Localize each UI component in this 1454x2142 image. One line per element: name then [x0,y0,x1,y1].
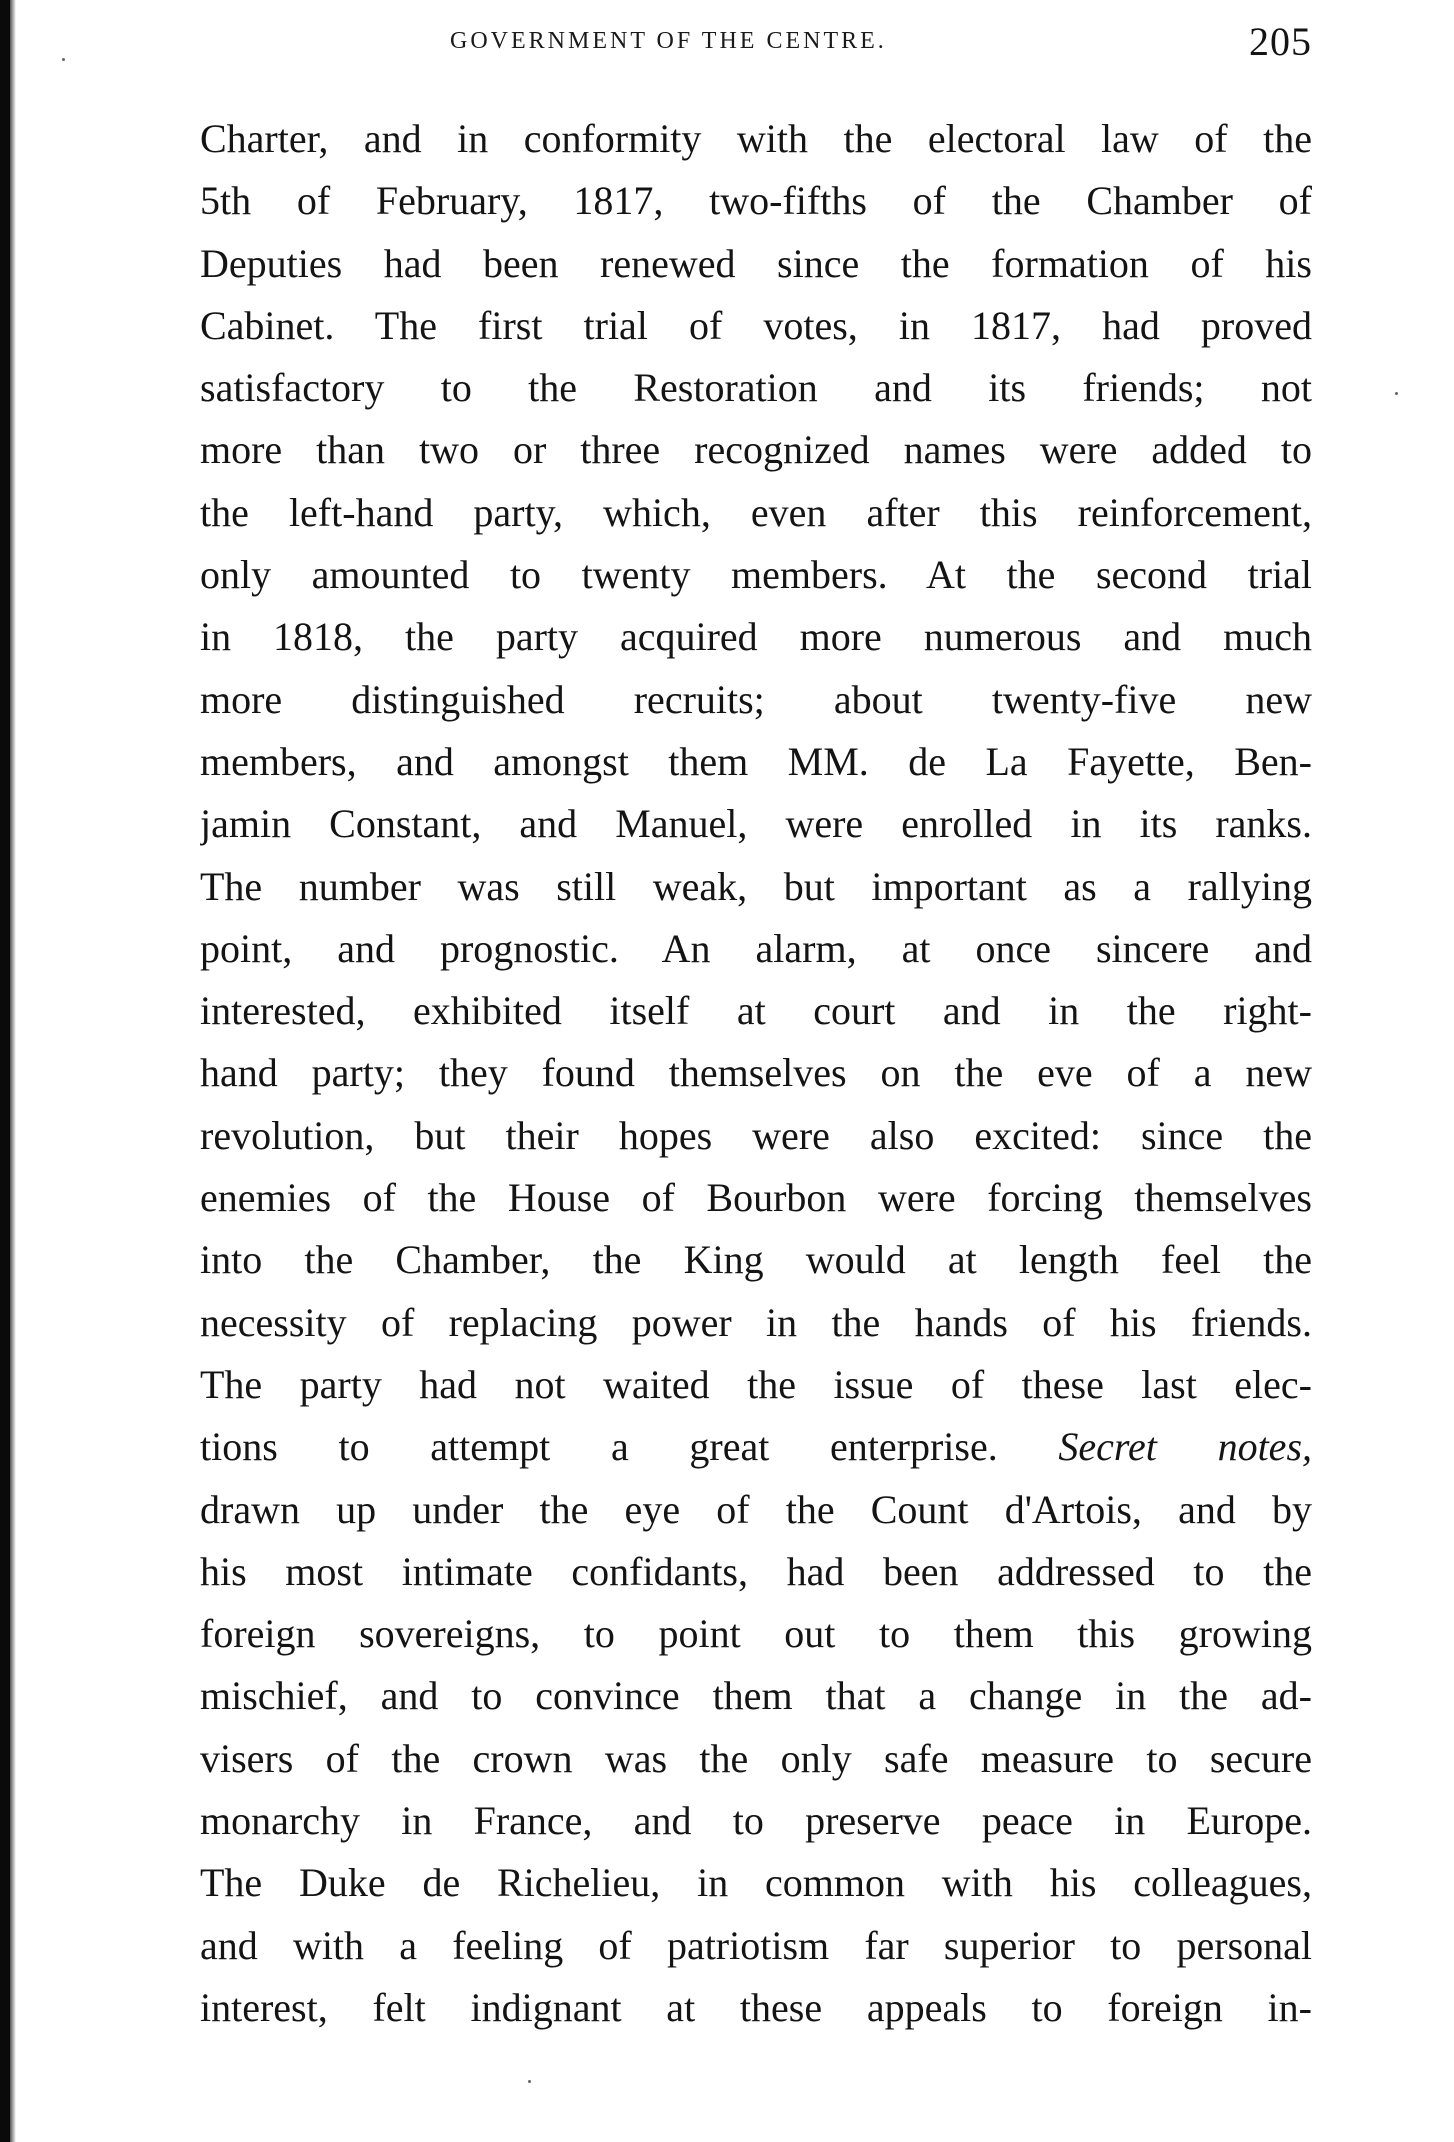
text-line: interested, exhibited itself at court and in the right- [200,988,1312,1034]
binding-shadow [10,0,16,2142]
text-line: satisfactory to the Restoration and its friends; not [200,365,1312,411]
running-head-title: GOVERNMENT OF THE CENTRE. [450,28,887,54]
body-text [200,108,1312,2039]
text-line: The party had not waited the issue of these last elec- [200,1361,1312,1407]
text-line: revolution, but their hopes were also excited: since the [200,1112,1312,1158]
text-line: point, and prognostic. An alarm, at once sincere and [200,925,1312,971]
text-line: monarchy in France, and to preserve peace in Europe. [200,1798,1312,1844]
text-line: mischief, and to convince them that a change in the ad- [200,1673,1312,1719]
paper-speck [1395,392,1398,395]
running-head [200,18,1312,68]
text-line: hand party; they found themselves on the eve of a new [200,1050,1312,1096]
text-line: visers of the crown was the only safe measure to secure [200,1735,1312,1781]
text-line: The Duke de Richelieu, in common with his colleagues, [200,1860,1312,1906]
book-binding-edge [0,0,10,2142]
text-line: 5th of February, 1817, two-fifths of the Chamber of [200,178,1312,224]
text-line: enemies of the House of Bourbon were forcing themselves [200,1175,1312,1221]
text-roman: tions to attempt a great enterprise. [200,1424,998,1470]
text-line: and with a feeling of patriotism far superior to personal [200,1922,1312,1968]
text-line: drawn up under the eye of the Count d'Artois, and by [200,1486,1312,1532]
text-line-with-italic [200,1416,1312,1478]
text-line: interest, felt indignant at these appeals to foreign in- [200,1984,1312,2030]
text-line: in 1818, the party acquired more numerous and much [200,614,1312,660]
text-line: Cabinet. The first trial of votes, in 1817, had proved [200,302,1312,348]
text-line: the left-hand party, which, even after this reinforcement, [200,489,1312,535]
text-line: only amounted to twenty members. At the second trial [200,552,1312,598]
page-number: 205 [1249,19,1312,64]
text-line: necessity of replacing power in the hands of his friends. [200,1299,1312,1345]
text-line: more than two or three recognized names were added to [200,427,1312,473]
text-line: more distinguished recruits; about twenty-five new [200,676,1312,722]
text-line: his most intimate confidants, had been addressed to the [200,1548,1312,1594]
paper-speck [62,58,65,61]
text-line: foreign sovereigns, to point out to them this growing [200,1611,1312,1657]
paper-speck [528,2080,531,2083]
text-line: The number was still weak, but important as a rallying [200,863,1312,909]
text-line: members, and amongst them MM. de La Fayette, Ben- [200,738,1312,784]
text-line: Charter, and in conformity with the electoral law of the [200,116,1312,161]
text-line: into the Chamber, the King would at length feel the [200,1237,1312,1283]
text-line: Deputies had been renewed since the formation of his [200,240,1312,286]
text-line: jamin Constant, and Manuel, were enrolled in its ranks. [200,801,1312,847]
text-italic: Secret notes, [1058,1424,1312,1470]
